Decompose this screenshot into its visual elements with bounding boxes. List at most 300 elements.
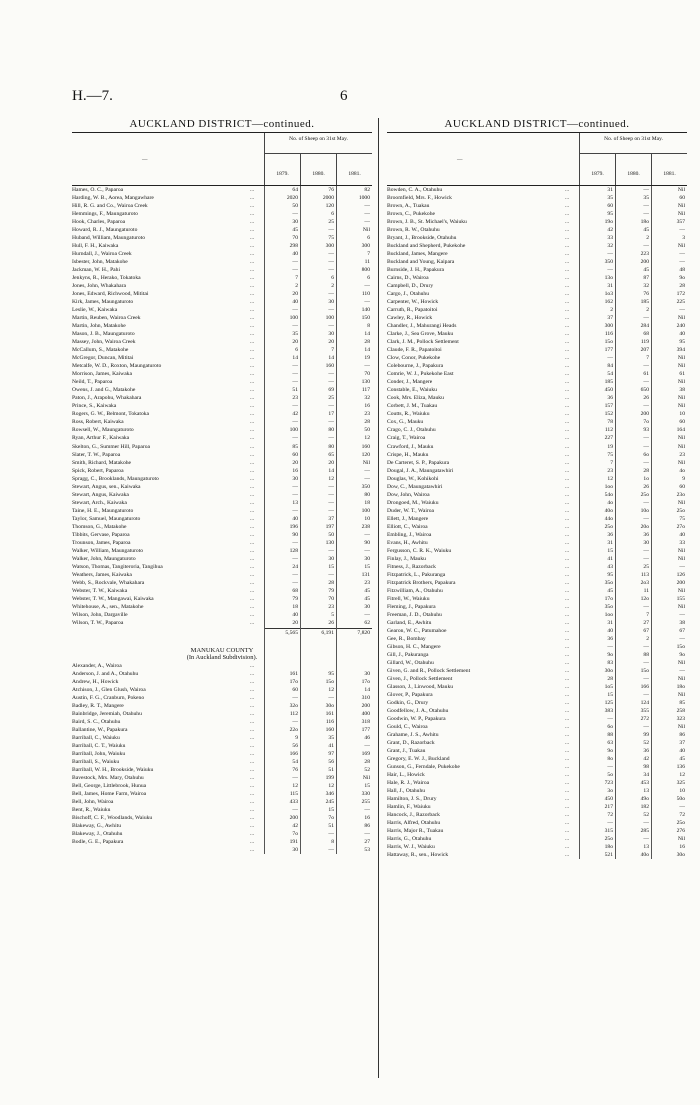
year-value-3: 27o <box>676 523 685 530</box>
year-value-3: 15 <box>364 783 370 790</box>
table-row <box>387 771 687 779</box>
table-row <box>387 707 687 715</box>
year-value-3: 15 <box>364 563 370 570</box>
row-name: Walker, William, Maungaturoto <box>72 547 144 554</box>
row-name: Jenkyns, R., Herako, Tokatoka <box>72 275 141 282</box>
table-row <box>387 587 687 595</box>
leader-dots: ... <box>565 667 570 674</box>
table-row <box>72 226 372 234</box>
leader-dots: ... <box>565 812 570 819</box>
row-name: Burnside, J. H., Papakura <box>387 267 445 274</box>
year-value-3: — <box>364 611 370 618</box>
table-row <box>387 803 687 811</box>
table-row <box>72 418 372 426</box>
row-name: Dow, C., Maungatawhiri <box>387 483 443 490</box>
year-value-2: 98 <box>643 764 649 771</box>
row-name: Colebourne, J., Papakura <box>387 363 444 370</box>
year-value-3: 100 <box>361 507 370 514</box>
row-name: Jackman, W. H., Pahi <box>72 267 121 274</box>
right-table <box>387 118 687 859</box>
year-value-1: 116 <box>604 331 613 338</box>
year-value-3: Nil <box>677 691 685 698</box>
row-name: Barriball, C., Waiuku <box>72 735 120 741</box>
year-value-2: 13 <box>643 844 649 851</box>
row-name: Hattaway, R., sen., Howick <box>387 852 449 859</box>
year-value-2: 1o <box>643 475 649 482</box>
table-row <box>387 619 687 627</box>
year-value-1: 36 <box>607 635 613 642</box>
year-value-2: — <box>643 243 649 250</box>
year-value-3: 90 <box>364 539 370 546</box>
leader-dots: ... <box>565 251 570 258</box>
year-value-3: 50 <box>364 427 370 434</box>
row-name: Thomson, G., Matakohe <box>72 523 127 530</box>
leader-dots: ... <box>250 427 255 434</box>
row-name: Gunson, G., Ferndale, Pukekohe <box>387 764 460 771</box>
table-row <box>72 694 372 702</box>
table-row <box>387 298 687 306</box>
table-row <box>72 798 372 806</box>
year-value-3: 16 <box>364 403 370 410</box>
row-name: Wilson, T. W., Paparoa <box>72 619 124 626</box>
year-value-3: 52 <box>364 767 370 774</box>
row-name: Carruth, R., Papatoitoi <box>387 307 438 314</box>
year-value-2: 87 <box>643 275 649 282</box>
year-value-2: 285 <box>640 828 649 835</box>
total-value-3: 7,820 <box>357 629 370 636</box>
year-value-1: — <box>292 267 298 274</box>
year-value-1: — <box>292 718 298 725</box>
year-value-3: 300 <box>361 243 370 250</box>
year-value-2: — <box>643 603 649 610</box>
year-value-1: 37 <box>607 315 613 322</box>
year-value-1: 25o <box>604 836 613 843</box>
section-title: MANUKAU COUNTY <box>190 646 254 654</box>
table-row <box>72 306 372 314</box>
year-value-3: — <box>364 211 370 218</box>
year-value-1: 161 <box>289 670 298 677</box>
year-value-3: 28 <box>364 759 370 766</box>
leader-dots: ... <box>565 627 570 634</box>
leader-dots: ... <box>250 603 255 610</box>
row-name: Jones, Edward, Richwood, Mititai <box>72 291 149 298</box>
table-row <box>387 370 687 378</box>
year-value-2: 20o <box>640 523 649 530</box>
row-name: Tibbits, Gervase, Paparoa <box>72 531 130 538</box>
year-value-1: 31 <box>607 539 613 546</box>
table-row <box>72 830 372 838</box>
year-value-1: 450 <box>604 796 613 803</box>
year-value-3: Nil <box>677 395 685 402</box>
leader-dots: ... <box>565 459 570 466</box>
year-value-1: 7 <box>610 459 613 466</box>
leader-dots: ... <box>565 547 570 554</box>
table-row <box>72 555 372 563</box>
year-value-3: — <box>679 251 685 258</box>
year-value-3: 14 <box>364 331 370 338</box>
year-value-1: — <box>292 694 298 701</box>
year-value-3: — <box>679 611 685 618</box>
row-name: Grant, J., Tuakau <box>387 748 426 755</box>
leader-dots: ... <box>565 411 570 418</box>
year-value-1: 125 <box>604 700 613 706</box>
row-name: Fitzwilliam, A., Otahuhu <box>387 587 443 594</box>
year-value-2: — <box>328 251 334 258</box>
table-row <box>387 266 687 274</box>
table-row <box>72 718 372 726</box>
table-row <box>72 523 372 531</box>
year-value-1: 15 <box>607 691 613 698</box>
year-value-1: — <box>292 307 298 314</box>
year-value-3: 25o <box>676 820 685 827</box>
table-row <box>387 290 687 298</box>
table-row <box>72 282 372 290</box>
year-value-2: 41 <box>328 743 334 750</box>
row-name: Mason, J. B., Maungaturoto <box>72 331 135 338</box>
right-group-label: No. of Sheep on 31st May. <box>580 135 687 154</box>
year-value-1: — <box>292 419 298 426</box>
row-name: Skelton, G., Summer Hill, Paparoa <box>72 443 150 450</box>
row-name: Huband, William, Maungaturoto <box>72 235 145 242</box>
rule <box>615 186 616 859</box>
year-value-2: 65 <box>328 451 334 458</box>
year-value-3: Nil <box>677 459 685 466</box>
leader-dots: ... <box>250 283 255 290</box>
year-value-2: — <box>643 643 649 650</box>
year-value-2: 346 <box>325 791 334 798</box>
year-value-3: 238 <box>361 523 370 530</box>
leader-dots: ... <box>250 291 255 298</box>
leader-dots: ... <box>565 187 570 193</box>
year-value-3: 200 <box>676 579 685 586</box>
leader-dots: ... <box>250 791 255 798</box>
table-row <box>387 555 687 563</box>
row-name: Wilson, John, Dargaville <box>72 611 128 618</box>
leader-dots: ... <box>250 571 255 578</box>
year-value-2: 30 <box>328 555 334 562</box>
leader-dots: ... <box>565 499 570 506</box>
left-group-label: No. of Sheep on 31st May. <box>265 135 372 154</box>
row-name: Baird, S. C., Otahuhu <box>72 718 121 725</box>
year-value-1: 83 <box>607 659 613 666</box>
year-value-3: 40 <box>679 531 685 538</box>
year-value-1: 33 <box>607 235 613 242</box>
row-name: Gearon, W. C., Patumahoe <box>387 627 447 634</box>
year-value-2: 15o <box>325 678 334 685</box>
row-name: McCallum, S., Matakohe <box>72 347 129 354</box>
year-value-3: 177 <box>361 726 370 733</box>
leader-dots: ... <box>565 315 570 322</box>
year-value-3: — <box>364 831 370 838</box>
year-value-3: 9o <box>679 651 685 658</box>
leader-dots: ... <box>565 259 570 266</box>
table-row <box>72 822 372 830</box>
year-value-3: 14 <box>364 686 370 693</box>
year-value-2: 7 <box>646 611 649 618</box>
year-value-3: 276 <box>676 828 685 835</box>
leader-dots: ... <box>250 815 255 822</box>
year-value-3: 120 <box>361 451 370 458</box>
table-row <box>72 194 372 202</box>
leader-dots: ... <box>565 275 570 282</box>
table-row <box>387 515 687 523</box>
row-name: Crawford, J., Mauku <box>387 443 434 450</box>
year-value-2: 2o3 <box>640 579 649 586</box>
row-name: Clow, Conor, Pukekohe <box>387 355 441 362</box>
year-value-2: 14 <box>328 467 334 474</box>
year-value-2: 197 <box>325 523 334 530</box>
table-row <box>72 475 372 483</box>
row-name: Hancock, J., Razorback <box>387 812 440 819</box>
year-value-3: 4o <box>679 467 685 474</box>
year-value-1: 185 <box>604 379 613 386</box>
row-name: Bischoff, C. F., Woodlands, Waiuku <box>72 815 153 822</box>
year-value-1: 45 <box>292 227 298 234</box>
year-value-1: 5o <box>607 772 613 779</box>
year-value-1: 723 <box>604 780 613 787</box>
year-value-1: 18o <box>604 844 613 851</box>
leader-dots: ... <box>250 275 255 282</box>
year-value-3: 10 <box>679 411 685 418</box>
year-value-2: 11 <box>643 587 649 594</box>
year-value-2: — <box>643 435 649 442</box>
table-row <box>387 779 687 787</box>
row-name: Martin, John, Matakohe <box>72 323 126 330</box>
leader-dots: ... <box>565 291 570 298</box>
year-value-1: — <box>292 775 298 782</box>
year-value-3: 25o <box>676 507 685 514</box>
year-value-3: Nil <box>677 187 685 193</box>
leader-dots: ... <box>565 820 570 827</box>
table-row <box>387 386 687 394</box>
year-value-3: Nil <box>677 587 685 594</box>
year-value-3: 160 <box>361 443 370 450</box>
row-name: Dow, John, Wairoa <box>387 491 430 498</box>
year-value-2: — <box>643 403 649 410</box>
year-value-1: 24 <box>292 563 298 570</box>
leader-dots: ... <box>250 371 255 378</box>
year-value-3: 45 <box>364 587 370 594</box>
year-value-1: 19o <box>604 219 613 226</box>
year-value-1: 40 <box>292 515 298 522</box>
row-name: Campbell, D., Drury <box>387 283 434 290</box>
year-value-1: 41 <box>607 555 613 562</box>
year-value-1: 196 <box>289 523 298 530</box>
year-value-2: — <box>643 675 649 682</box>
left-year-1881: 1881. <box>348 171 361 177</box>
year-value-1: 13 <box>292 499 298 506</box>
year-value-2: — <box>643 515 649 522</box>
leader-dots: ... <box>250 839 255 846</box>
year-value-3: 258 <box>676 708 685 715</box>
table-row <box>72 662 372 670</box>
row-name: Isbester, John, Matakohe <box>72 259 128 266</box>
table-row <box>72 274 372 282</box>
year-value-3: 12 <box>364 435 370 442</box>
right-year-1880: 1880. <box>627 171 640 177</box>
leader-dots: ... <box>565 347 570 354</box>
year-value-2: — <box>328 419 334 426</box>
year-value-1: 60 <box>292 451 298 458</box>
row-name: Finlay, J., Mauku <box>387 555 426 562</box>
leader-dots: ... <box>250 726 255 733</box>
table-row <box>387 459 687 467</box>
row-name: Craig, T., Wairoa <box>387 435 426 442</box>
row-name: Brown, C., Pukekohe <box>387 211 436 218</box>
page-reference: H.—7. <box>72 88 113 104</box>
year-value-3: — <box>364 203 370 210</box>
year-value-1: 2020 <box>286 195 298 202</box>
year-value-3: Nil <box>677 243 685 250</box>
leader-dots: ... <box>250 347 255 354</box>
year-value-3: — <box>364 531 370 538</box>
rule <box>651 153 652 185</box>
year-value-3: — <box>364 467 370 474</box>
year-value-3: 30 <box>364 555 370 562</box>
year-value-2: 245 <box>325 799 334 806</box>
row-name: Weathers, James, Kaiwaka <box>72 571 132 578</box>
row-name: Corbett, J. M., Tuakau <box>387 403 438 410</box>
year-value-2: — <box>643 659 649 666</box>
row-name: Taylor, Samuel, Maungaturoto <box>72 515 141 522</box>
row-name: Gregory, E. W. J., Buckland <box>387 756 450 763</box>
row-name: Buckland and Young, Kaipara <box>387 259 455 266</box>
leader-dots: ... <box>565 619 570 626</box>
year-value-2: — <box>643 315 649 322</box>
table-row <box>72 838 372 846</box>
year-value-1: 217 <box>604 804 613 811</box>
leader-dots: ... <box>565 772 570 779</box>
leader-dots: ... <box>565 595 570 602</box>
year-value-2: 161 <box>325 710 334 717</box>
year-value-3: Nil <box>677 203 685 210</box>
year-value-1: 50 <box>292 203 298 210</box>
year-value-2: 15 <box>328 563 334 570</box>
year-value-2: 2 <box>331 283 334 290</box>
leader-dots: ... <box>565 227 570 234</box>
year-value-3: 10 <box>679 788 685 795</box>
year-value-2: — <box>328 547 334 554</box>
year-value-2: 12 <box>328 475 334 482</box>
table-row <box>72 782 372 790</box>
year-value-2: 49o <box>640 796 649 803</box>
leader-dots: ... <box>565 708 570 715</box>
leader-dots: ... <box>250 235 255 242</box>
row-name: Given, G. and R., Pollock Settlement <box>387 667 471 674</box>
year-value-3: 23 <box>364 579 370 586</box>
table-row <box>387 306 687 314</box>
table-row <box>72 766 372 774</box>
year-value-3: Nil <box>677 363 685 370</box>
leader-dots: ... <box>250 831 255 838</box>
year-value-3: — <box>679 227 685 234</box>
row-name: Hemmings, F., Maungaturoto <box>72 211 138 218</box>
year-value-1: 95 <box>607 211 613 218</box>
leader-dots: ... <box>250 219 255 226</box>
year-value-2: 166 <box>640 683 649 690</box>
year-value-2: 25 <box>328 219 334 226</box>
leader-dots: ... <box>565 780 570 787</box>
table-row <box>72 443 372 451</box>
year-value-2: 2000 <box>322 195 334 202</box>
year-value-3: — <box>679 635 685 642</box>
year-value-3: — <box>364 363 370 370</box>
year-value-2: 61 <box>643 371 649 378</box>
year-value-3: 23 <box>364 411 370 418</box>
year-value-3: 23o <box>676 491 685 498</box>
table-row <box>72 250 372 258</box>
leader-dots: ... <box>565 740 570 747</box>
row-name: Evans, H., Awhitu <box>387 539 428 546</box>
year-value-2: 32 <box>643 283 649 290</box>
row-name: Buckland, James, Mangere <box>387 251 448 258</box>
year-value-2: 67 <box>643 627 649 634</box>
row-name: Watson, Thomas, Tangiteroria, Tangihua <box>72 563 163 570</box>
row-name: Grahame, J. S., Awhitu <box>387 732 439 739</box>
year-value-1: — <box>292 259 298 266</box>
leader-dots: ... <box>250 563 255 570</box>
year-value-1: 17o <box>604 595 613 602</box>
year-value-3: 30 <box>364 603 370 610</box>
table-row <box>72 386 372 394</box>
table-row <box>387 475 687 483</box>
leader-dots: ... <box>565 507 570 514</box>
table-row <box>72 290 372 298</box>
totals-row <box>72 627 372 639</box>
year-value-1: 9o <box>607 651 613 658</box>
year-value-1: 433 <box>289 799 298 806</box>
year-value-3: Nil <box>677 315 685 322</box>
table-row <box>387 747 687 755</box>
year-value-1: 112 <box>289 710 298 717</box>
row-name: Cargo, J., Otahuhu <box>387 291 430 298</box>
year-value-1: 31 <box>607 187 613 193</box>
year-value-2: 6o <box>643 451 649 458</box>
leader-dots: ... <box>250 387 255 394</box>
year-value-1: — <box>607 251 613 258</box>
leader-dots: ... <box>565 283 570 290</box>
year-value-1: 18 <box>292 603 298 610</box>
year-value-2: 79 <box>328 587 334 594</box>
year-value-2: 99 <box>643 732 649 739</box>
table-row <box>387 402 687 410</box>
table-row <box>72 186 372 194</box>
row-name: Goodfellow, J. A., Otahuhu <box>387 708 449 715</box>
table-row <box>72 742 372 750</box>
year-value-1: 54 <box>607 371 613 378</box>
table-row <box>387 715 687 723</box>
year-value-2: 12 <box>328 686 334 693</box>
leader-dots: ... <box>250 743 255 750</box>
year-value-1: — <box>607 716 613 723</box>
year-value-2: 52 <box>643 740 649 747</box>
year-value-1: 40o <box>604 507 613 514</box>
leader-dots: ... <box>565 716 570 723</box>
year-value-2: 40o <box>640 852 649 859</box>
row-name: Blakeway, G., Awhitu <box>72 823 121 830</box>
year-value-2: 120 <box>325 203 334 210</box>
year-value-3: 172 <box>676 291 685 298</box>
rule <box>615 153 616 185</box>
row-name: Dougal, J. A., Maungatawhiri <box>387 467 454 474</box>
leader-dots: ... <box>565 756 570 763</box>
year-value-1: 30o <box>604 667 613 674</box>
year-value-3: 357 <box>676 219 685 226</box>
year-value-3: Nil <box>677 379 685 386</box>
year-value-2: 75 <box>328 235 334 242</box>
leader-dots: ... <box>565 659 570 666</box>
year-value-1: — <box>292 435 298 442</box>
